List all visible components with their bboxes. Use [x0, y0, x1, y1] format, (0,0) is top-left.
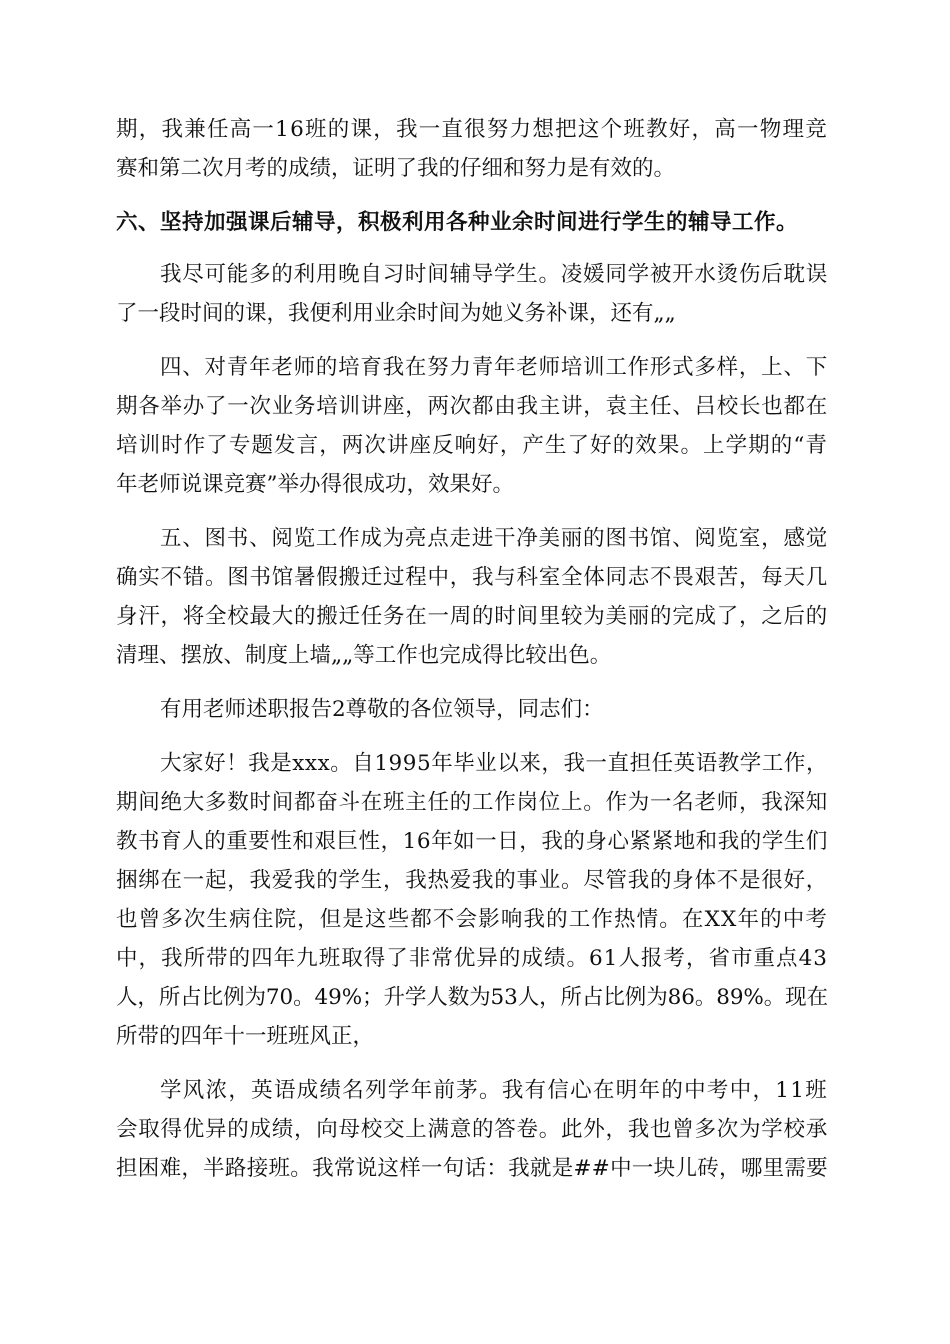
paragraph-line: 期间绝大多数时间都奋斗在班主任的工作岗位上。作为一名老师，我深知 [116, 790, 829, 815]
paragraph-line: 了一段时间的课，我便利用业余时间为她义务补课，还有„„ [116, 301, 676, 326]
paragraph-line: 捆绑在一起，我爱我的学生，我热爱我的事业。尽管我的身体不是很好， [116, 868, 829, 893]
paragraph-line: 期，我兼任高一16班的课，我一直很努力想把这个班教好，高一物理竞 [116, 117, 828, 142]
paragraph-line: 期各举办了一次业务培训讲座，两次都由我主讲，袁主任、吕校长也都在 [116, 394, 829, 419]
paragraph-line: 人，所占比例为70。49%；升学人数为53人，所占比例为86。89%。现在 [116, 985, 829, 1010]
paragraph-line: 有用老师述职报告2尊敬的各位领导，同志们： [160, 697, 604, 722]
paragraph-line: 教书育人的重要性和艰巨性，16年如一日，我的身心紧紧地和我的学生们 [116, 829, 828, 854]
section-heading: 六、坚持加强课后辅导，积极利用各种业余时间进行学生的辅导工作。 [116, 210, 798, 235]
paragraph-line: 五、图书、阅览工作成为亮点走进干净美丽的图书馆、阅览室，感觉 [160, 526, 828, 551]
paragraph-line: 赛和第二次月考的成绩，证明了我的仔细和努力是有效的。 [116, 156, 676, 181]
paragraph-line: 年老师说课竞赛”举办得很成功，效果好。 [116, 472, 514, 497]
paragraph-line: 身汗，将全校最大的搬迁任务在一周的时间里较为美丽的完成了，之后的 [116, 604, 829, 629]
paragraph-line: 我尽可能多的利用晚自习时间辅导学生。凌媛同学被开水烫伤后耽误 [160, 262, 828, 287]
paragraph-line: 四、对青年老师的培育我在努力青年老师培训工作形式多样，上、下 [160, 355, 828, 380]
paragraph-line: 清理、摆放、制度上墙„„等工作也完成得比较出色。 [116, 643, 612, 668]
paragraph-line: 所带的四年十一班班风正， [116, 1024, 375, 1049]
paragraph-line: 会取得优异的成绩，向母校交上满意的答卷。此外，我也曾多次为学校承 [116, 1117, 829, 1142]
paragraph-line: 大家好！我是xxx。自1995年毕业以来，我一直担任英语教学工作， [160, 751, 828, 776]
paragraph-line: 培训时作了专题发言，两次讲座反响好，产生了好的效果。上学期的“青 [116, 433, 828, 458]
paragraph-line: 学风浓，英语成绩名列学年前茅。我有信心在明年的中考中，11班 [160, 1078, 829, 1103]
paragraph-line: 也曾多次生病住院，但是这些都不会影响我的工作热情。在XX年的中考 [116, 907, 828, 932]
paragraph-line: 中，我所带的四年九班取得了非常优异的成绩。61人报考，省市重点43 [116, 946, 828, 971]
paragraph-line: 确实不错。图书馆暑假搬迁过程中，我与科室全体同志不畏艰苦，每天几 [116, 565, 829, 590]
paragraph-line: 担困难，半路接班。我常说这样一句话：我就是##中一块儿砖，哪里需要 [116, 1156, 828, 1181]
